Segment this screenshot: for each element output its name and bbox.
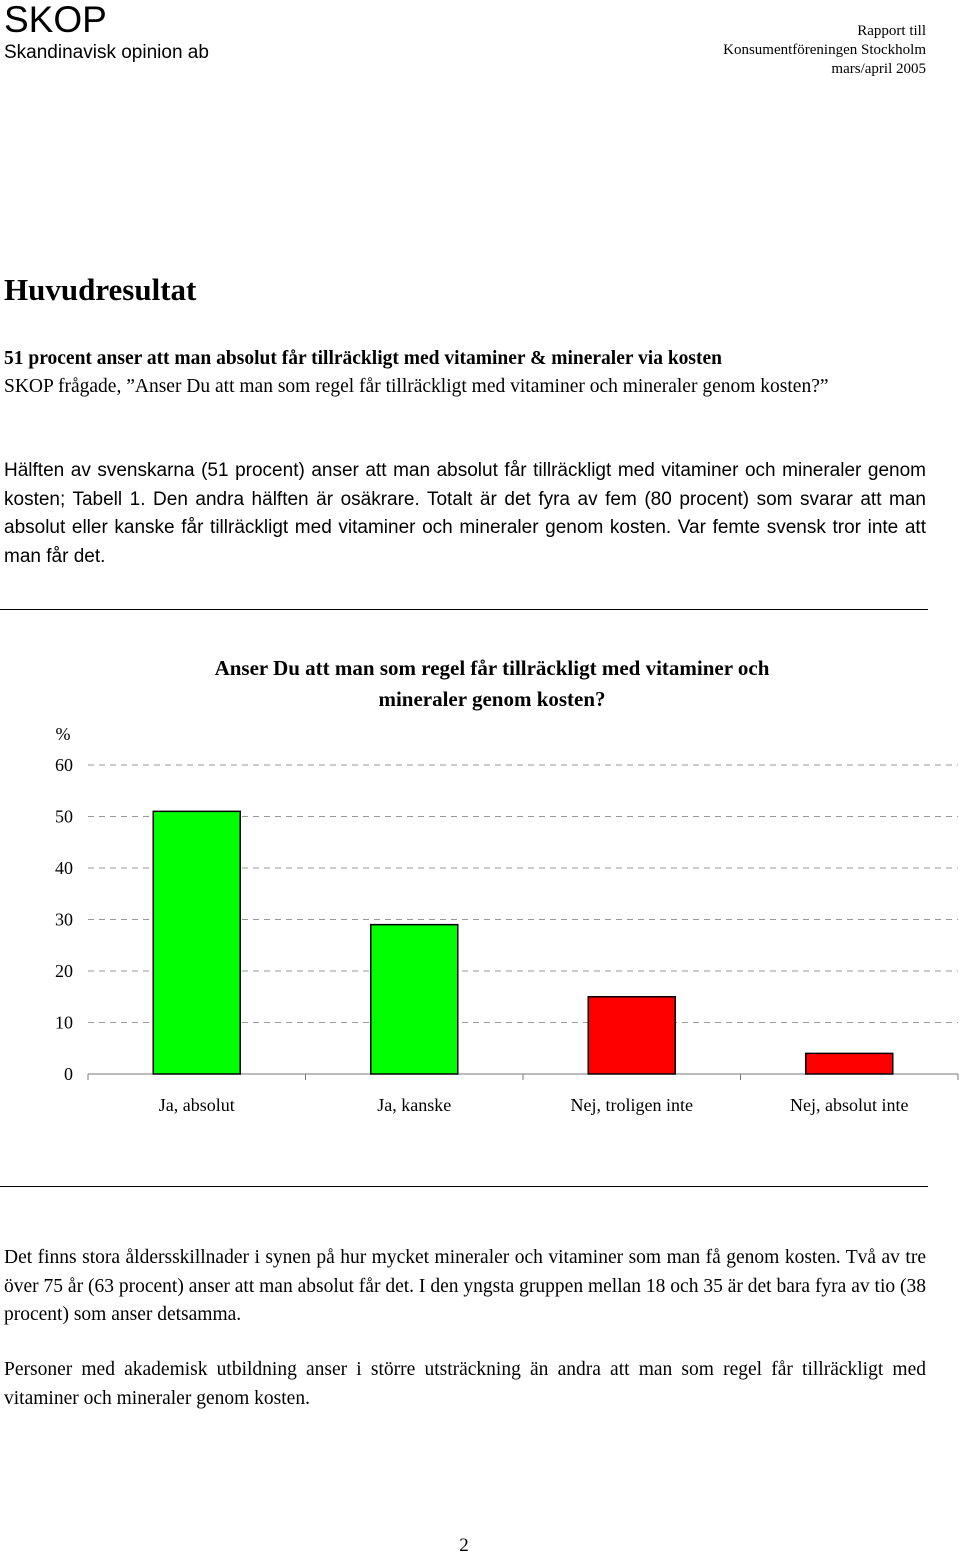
x-category-label-3: Nej, troligen inte <box>570 1095 693 1115</box>
page-number: 2 <box>459 1535 469 1556</box>
intro-result <box>4 457 926 571</box>
x-category-label-4: Nej, absolut inte <box>790 1095 909 1115</box>
conclusion-paragraph-2: Personer med akademisk utbildning anser i större utsträckning än andra att man som regel får tillräckligt med vitaminer och mineraler genom kosten. <box>4 1359 926 1409</box>
chart-title: Anser Du att man som regel får tillräckligt med vitaminer och mineraler genom kosten? <box>214 656 770 711</box>
bar-4 <box>806 1053 893 1074</box>
intro-result-part1: Hälften av svenskarna (51 procent) anser att man absolut får tillräckligt med vitaminer och mineraler genom kosten; Tabell 1. Den andra hälften är osäkrare. <box>4 460 926 510</box>
report-line-organization: Konsumentföreningen Stockholm <box>723 42 926 58</box>
chart-bottom-rule <box>0 1186 928 1187</box>
y-tick-label-40: 40 <box>55 858 73 878</box>
section-title: Huvudresultat <box>4 272 197 307</box>
intro-question: SKOP frågade, ”Anser Du att man som regel får tillräckligt med vitaminer och mineraler genom kosten?” <box>4 376 829 397</box>
y-tick-label-0: 0 <box>64 1064 73 1084</box>
report-line-recipient: Rapport till <box>857 23 926 39</box>
y-tick-label-10: 10 <box>55 1012 73 1033</box>
bar-2 <box>371 925 458 1074</box>
intro-result-part2: Totalt är det fyra av fem (80 procent) som svarar att man absolut eller kanske får tillräckligt med vitaminer och mineraler genom kosten. Var femte svensk tror inte att man får det. <box>4 488 926 567</box>
x-category-label-2: Ja, kanske <box>377 1095 452 1115</box>
y-tick-label-50: 50 <box>55 806 73 827</box>
y-tick-label-60: 60 <box>55 755 73 775</box>
bar-3 <box>588 997 675 1074</box>
report-info <box>723 22 926 79</box>
x-category-label-1: Ja, absolut <box>158 1095 235 1115</box>
report-line-date: mars/april 2005 <box>831 61 926 77</box>
y-tick-label-20: 20 <box>55 961 73 981</box>
logo-subtitle: Skandinavisk opinion ab <box>4 42 209 63</box>
chart-top-rule <box>0 609 928 610</box>
conclusion-paragraph-1: Det finns stora åldersskillnader i synen på hur mycket mineraler och vitaminer som man få genom kosten. Två av tre över 75 år (63 procent) anser att man absolut får det. I den yngsta gruppen mellan 18 och 35 är det bara fyra av tio (38 procent) som anser detsamma. <box>4 1247 926 1325</box>
bar-chart <box>0 710 960 1130</box>
y-tick-label-30: 30 <box>55 909 73 930</box>
y-axis-unit-label: % <box>55 724 71 744</box>
bar-1 <box>153 811 240 1074</box>
intro-headline: 51 procent anser att man absolut får tillräckligt med vitaminer & mineraler via kosten <box>4 348 723 369</box>
logo-title: SKOP <box>4 0 107 40</box>
